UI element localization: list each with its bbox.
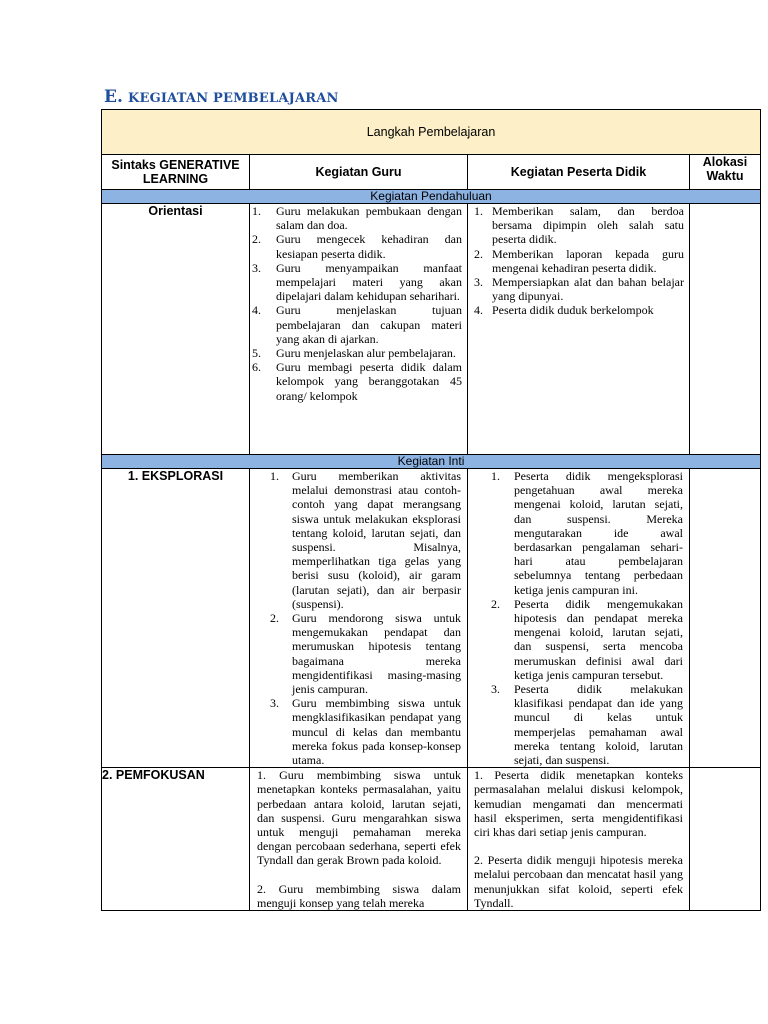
list-number: 1. bbox=[474, 204, 483, 218]
list-text: Guru membimbing siswa untuk mengklasifikasikan pendapat yang muncul di kelas dan membantu mereka fokus pada konsep-konsep utama. bbox=[292, 696, 461, 768]
list-number: 2. bbox=[474, 246, 483, 261]
guru-list-item bbox=[250, 611, 467, 696]
section-label-inti: Kegiatan Inti bbox=[397, 454, 465, 468]
list-number: 3. bbox=[252, 260, 261, 275]
list-text: Guru menjelaskan tujuan pembelajaran dan cakupan materi yang akan di ajarkan. bbox=[276, 303, 462, 346]
siswa-list-pendahuluan bbox=[468, 204, 689, 318]
list-number: 1. bbox=[252, 204, 261, 218]
alokasi-cell bbox=[690, 204, 761, 455]
siswa-list-item bbox=[468, 682, 689, 767]
list-text: Mempersiapkan alat dan bahan belajar yang dipunyai. bbox=[492, 275, 684, 304]
alokasi-cell bbox=[690, 768, 761, 911]
guru-list-item bbox=[250, 360, 467, 403]
lesson-table bbox=[101, 109, 761, 911]
siswa-paragraph: 2. Peserta didik menguji hipotesis mereka melalui percobaan dan mencatat hasil yang menunjukkan sifat koloid, seperti efek Tyndall. bbox=[474, 853, 683, 910]
list-number: 2. bbox=[491, 596, 500, 611]
alokasi-cell bbox=[690, 469, 761, 768]
list-text: Guru mengecek kehadiran dan kesiapan peserta didik. bbox=[276, 232, 462, 261]
list-number: 3. bbox=[491, 682, 500, 697]
list-number: 1. bbox=[270, 469, 279, 483]
step-pemfokusan: 2. PEMFOKUSAN bbox=[102, 768, 250, 911]
row-eksplorasi bbox=[102, 469, 761, 768]
siswa-list-item bbox=[468, 469, 689, 597]
step-orientasi: Orientasi bbox=[102, 204, 250, 455]
section-heading bbox=[104, 87, 339, 107]
list-number: 1. bbox=[491, 469, 500, 483]
list-number: 3. bbox=[474, 275, 483, 290]
col-header-siswa: Kegiatan Peserta Didik bbox=[468, 155, 690, 190]
guru-list-item bbox=[250, 204, 467, 232]
guru-list-eksplorasi bbox=[250, 469, 467, 767]
table-main-header: Langkah Pembelajaran bbox=[102, 110, 761, 155]
list-number: 3. bbox=[270, 696, 279, 711]
section-label-pendahuluan: Kegiatan Pendahuluan bbox=[370, 189, 492, 203]
step-eksplorasi: 1. EKSPLORASI bbox=[102, 469, 250, 768]
siswa-list-item bbox=[468, 204, 689, 247]
guru-paragraph: 2. Guru membimbing siswa dalam menguji konsep yang telah mereka bbox=[257, 881, 461, 910]
section-row-inti bbox=[102, 455, 761, 469]
row-orientasi bbox=[102, 204, 761, 455]
list-text: Peserta didik duduk berkelompok bbox=[492, 303, 654, 318]
list-text: Peserta didik melakukan klasifikasi pendapat dan ide yang muncul di kelas untuk memperjelas pemahaman awal mereka tentang koloid, larutan sejati, dan suspensi. bbox=[514, 682, 683, 768]
col-header-alokasi: Alokasi Waktu bbox=[690, 155, 761, 190]
list-text: Memberikan salam, dan berdoa bersama dipimpin oleh salah satu peserta didik. bbox=[492, 204, 684, 247]
guru-list-item bbox=[250, 469, 467, 611]
list-text: Peserta didik mengeksplorasi pengetahuan awal mereka mengenai koloid, larutan sejati, dan suspensi. Mereka mengutarakan ide awal berdasarkan pengalaman sehari-hari atau pembelajaran sebelumnya tentang perbedaan ketiga jenis campuran ini. bbox=[514, 469, 683, 597]
guru-list-item bbox=[250, 261, 467, 304]
list-number: 6. bbox=[252, 360, 261, 375]
list-number: 4. bbox=[474, 303, 483, 318]
list-text: Guru menyampaikan manfaat mempelajari materi yang akan dipelajari dalam kehidupan seharihari. bbox=[276, 260, 462, 304]
list-number: 5. bbox=[252, 346, 261, 361]
guru-list-item bbox=[250, 303, 467, 346]
guru-list-item bbox=[250, 696, 467, 767]
siswa-list-item bbox=[468, 303, 689, 317]
list-text: Peserta didik mengemukakan hipotesis dan pendapat mereka mengenai koloid, larutan sejati, dan suspensi, serta mencoba merumuskan definisi awal dari ketiga jenis campuran tersebut. bbox=[514, 596, 683, 682]
list-text: Guru melakukan pembukaan dengan salam dan doa. bbox=[276, 204, 462, 233]
list-text: Guru mendorong siswa untuk mengemukakan pendapat dan merumuskan hipotesis tentang bagaimana mereka mengidentifikasi masing-masing jenis campuran. bbox=[292, 611, 461, 697]
list-number: 4. bbox=[252, 303, 261, 318]
col-header-sintaks: Sintaks GENERATIVE LEARNING bbox=[102, 155, 250, 190]
list-number: 2. bbox=[252, 232, 261, 247]
siswa-list-eksplorasi bbox=[468, 469, 689, 767]
guru-list-item bbox=[250, 346, 467, 360]
list-text: Guru menjelaskan alur pembelajaran. bbox=[276, 346, 456, 361]
guru-list-item bbox=[250, 232, 467, 260]
siswa-list-item bbox=[468, 247, 689, 275]
section-title: KEGIATAN PEMBELAJARAN bbox=[127, 91, 339, 106]
list-text: Memberikan laporan kepada guru mengenai kehadiran peserta didik. bbox=[492, 246, 684, 275]
section-letter: E. bbox=[104, 87, 123, 107]
list-number: 2. bbox=[270, 611, 279, 626]
col-header-guru: Kegiatan Guru bbox=[250, 155, 468, 190]
guru-list-pendahuluan bbox=[250, 204, 467, 403]
row-pemfokusan bbox=[102, 768, 761, 911]
siswa-list-item bbox=[468, 597, 689, 682]
siswa-list-item bbox=[468, 275, 689, 303]
guru-paragraph: 1. Guru membimbing siswa untuk menetapkan konteks permasalahan, yaitu perbedaan antara koloid, larutan sejati, dan suspensi. Guru mengarahkan siswa untuk menguji pemahaman mereka dengan percobaan sederhana, seperti efek Tyndall dan gerak Brown pada koloid. bbox=[257, 768, 461, 868]
list-text: Guru membagi peserta didik dalam kelompok yang beranggotakan 45 orang/ kelompok bbox=[276, 360, 462, 403]
section-row-pendahuluan bbox=[102, 190, 761, 204]
siswa-paragraph: 1. Peserta didik menetapkan konteks permasalahan melalui diskusi kelompok, kemudian mengamati dan mencermati hasil eksperimen, serta mengidentifikasi ciri khas dari setiap jenis campuran. bbox=[474, 768, 683, 840]
list-text: Guru memberikan aktivitas melalui demonstrasi atau contoh-contoh yang dapat merangsang siswa untuk melakukan eksplorasi tentang koloid, larutan sejati, dan suspensi. Misalnya, memperlihatkan tiga gelas yang berisi susu (koloid), air garam (larutan sejati), dan air berpasir (suspensi). bbox=[292, 469, 461, 611]
